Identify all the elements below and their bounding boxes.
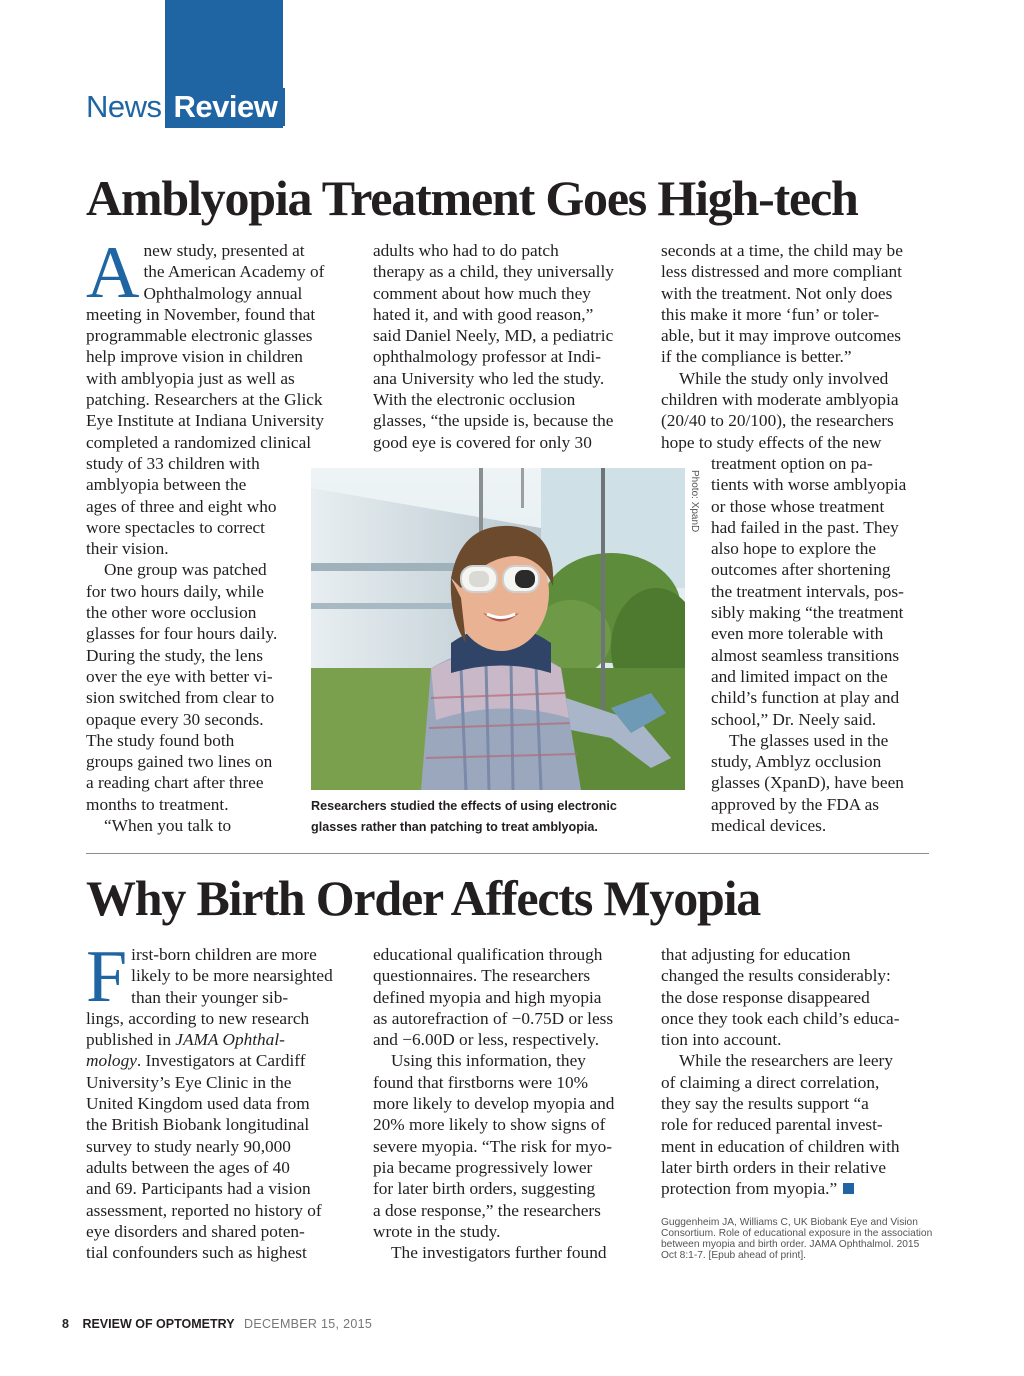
text-line: tial confounders such as highest <box>86 1243 307 1263</box>
text-line: help improve vision in children <box>86 347 303 367</box>
issue-date: DECEMBER 15, 2015 <box>244 1317 373 1331</box>
text-line: While the researchers are leery <box>679 1051 893 1071</box>
article2-column-1 <box>86 936 351 1263</box>
text-line: and 69. Participants had a vision <box>86 1179 311 1199</box>
text-line: of claiming a direct correlation, <box>661 1072 880 1092</box>
text-line: for later birth orders, suggesting <box>373 1179 596 1199</box>
text-line: the American Academy of <box>143 262 325 282</box>
article1-col2-paragraph <box>373 240 643 453</box>
reference-line: Guggenheim JA, Williams C, UK Biobank Eye and Vision <box>661 1217 918 1228</box>
end-of-article-icon <box>843 1183 854 1194</box>
text-line: programmable electronic glasses <box>86 326 313 346</box>
article1-column-3-narrow <box>711 453 931 836</box>
article-divider <box>86 853 929 854</box>
text-line: The study found both <box>86 730 235 750</box>
text-line: a reading chart after three <box>86 773 264 793</box>
text-line: meeting in November, found that <box>86 304 316 324</box>
kicker-news: News <box>86 89 162 124</box>
article2-headline: Why Birth Order Affects Myopia <box>86 870 761 926</box>
text-line: defined myopia and high myopia <box>373 987 602 1007</box>
text-line: their vision. <box>86 539 169 559</box>
text-line: ment in education of children with <box>661 1136 900 1156</box>
text-line: hated it, and with good reason,” <box>373 304 594 324</box>
text-line: the dose response disappeared <box>661 987 870 1007</box>
article1-col3-paragraph-3 <box>711 730 931 836</box>
article1-col3-paragraph-2-cont <box>711 453 931 730</box>
photo-credit <box>686 470 700 533</box>
text-line: almost seamless transitions <box>711 645 900 665</box>
reference-line: Consortium. Role of educational exposure in the association <box>661 1228 933 1239</box>
text-line: the British Biobank longitudinal <box>86 1115 310 1135</box>
text-fragment: protection from myopia.” <box>661 1179 838 1199</box>
text-line: had failed in the past. They <box>711 517 899 537</box>
text-line <box>661 1178 931 1199</box>
text-line: tients with worse amblyopia <box>711 475 907 495</box>
article2-col3-paragraph-1 <box>661 944 931 1050</box>
text-line: comment about how much they <box>373 283 591 303</box>
text-line: During the study, the lens <box>86 645 263 665</box>
text-line: as autorefraction of −0.75D or less <box>373 1008 614 1028</box>
text-line: “When you talk to <box>104 816 232 836</box>
section-kicker <box>86 88 285 126</box>
text-line: seconds at a time, the child may be <box>661 241 903 260</box>
text-line: ophthalmology professor at Indi- <box>373 347 601 367</box>
text-line: months to treatment. <box>86 794 229 814</box>
text-line: 20% more likely to show signs of <box>373 1115 606 1135</box>
caption-line: Researchers studied the effects of using electronic <box>311 799 617 813</box>
text-line: with amblyopia just as well as <box>86 368 295 388</box>
article2-column-2 <box>373 944 648 1263</box>
text-line: Using this information, they <box>391 1051 586 1071</box>
photo-caption <box>311 796 701 838</box>
text-line: children with moderate amblyopia <box>661 390 899 410</box>
article2-col2-paragraph-2 <box>373 1050 648 1242</box>
text-line: less distressed and more compliant <box>661 262 902 282</box>
text-line <box>86 1029 351 1050</box>
text-line: changed the results considerably: <box>661 966 891 986</box>
reference-citation <box>661 1217 931 1261</box>
text-line: treatment option on pa- <box>711 454 873 473</box>
text-line: (20/40 to 20/100), the researchers <box>661 411 894 431</box>
text-line: with the treatment. Not only does <box>661 283 893 303</box>
text-line: school,” Dr. Neely said. <box>711 709 877 729</box>
dropcap: A <box>86 232 140 314</box>
text-line: therapy as a child, they universally <box>373 262 614 282</box>
text-line: wrote in the study. <box>373 1221 501 1241</box>
text-line: glasses, “the upside is, because the <box>373 411 614 431</box>
article1-col3-paragraph-2 <box>661 368 931 453</box>
text-line: tion into account. <box>661 1030 782 1050</box>
text-line: survey to study nearly 90,000 <box>86 1136 291 1156</box>
article2-column-3 <box>661 944 931 1200</box>
text-line: able, but it may improve outcomes <box>661 326 901 346</box>
caption-line: glasses rather than patching to treat amblyopia. <box>311 820 598 834</box>
text-line: once they took each child’s educa- <box>661 1008 900 1028</box>
dropcap: F <box>86 936 128 1018</box>
text-line: severe myopia. “The risk for myo- <box>373 1136 612 1156</box>
text-line: said Daniel Neely, MD, a pediatric <box>373 326 614 346</box>
text-line: One group was patched <box>104 560 267 580</box>
text-line: sion switched from clear to <box>86 688 275 708</box>
text-line: irst-born children are more <box>131 945 317 964</box>
text-line: pia became progressively lower <box>373 1157 593 1177</box>
text-line: wore spectacles to correct <box>86 517 265 537</box>
journal-name: JAMA Ophthal- <box>175 1030 285 1050</box>
text-line: The glasses used in the <box>729 730 889 750</box>
text-line: completed a randomized clinical <box>86 432 312 452</box>
text-line: sibly making “the treatment <box>711 603 904 623</box>
text-line: adults between the ages of 40 <box>86 1157 290 1177</box>
article1-column-3-top <box>661 240 931 453</box>
text-fragment: . Investigators at Cardiff <box>136 1051 306 1071</box>
article2-col2-paragraph-3 <box>373 1242 648 1263</box>
text-line: eye disorders and shared poten- <box>86 1221 305 1241</box>
text-line: or those whose treatment <box>711 496 885 516</box>
magazine-name: REVIEW OF OPTOMETRY <box>82 1317 235 1331</box>
text-line: While the study only involved <box>679 368 889 388</box>
text-line: and −6.00D or less, respectively. <box>373 1030 600 1050</box>
text-line: this make it more ‘fun’ or toler- <box>661 304 880 324</box>
text-line: more likely to develop myopia and <box>373 1094 615 1114</box>
kicker-review: Review <box>168 88 286 126</box>
article2-paragraph-1 <box>86 936 351 1263</box>
text-line: than their younger sib- <box>131 987 289 1007</box>
page-number: 8 <box>62 1317 69 1331</box>
article2-col2-paragraph-1 <box>373 944 648 1050</box>
text-line: lings, according to new research <box>86 1008 310 1028</box>
text-line: outcomes after shortening <box>711 560 891 580</box>
text-line: University’s Eye Clinic in the <box>86 1072 292 1092</box>
text-line: glasses for four hours daily. <box>86 624 278 644</box>
article1-col3-paragraph-1 <box>661 240 931 368</box>
text-line: United Kingdom used data from <box>86 1094 310 1114</box>
text-line: new study, presented at <box>143 241 305 260</box>
journal-name: mology <box>86 1051 137 1071</box>
text-line: role for reduced parental invest- <box>661 1115 883 1135</box>
text-fragment: published in <box>86 1030 176 1050</box>
photo-credit-text: Photo: XpanD <box>689 470 700 533</box>
text-line: they say the results support “a <box>661 1094 869 1114</box>
reference-line: between myopia and birth order. JAMA Ophthalmol. 2015 <box>661 1239 920 1250</box>
text-line: educational qualification through <box>373 945 603 964</box>
text-line: patching. Researchers at the Glick <box>86 390 323 410</box>
text-line: if the compliance is better.” <box>661 347 852 367</box>
text-line: study, Amblyz occlusion <box>711 752 882 772</box>
text-line: also hope to explore the <box>711 539 877 559</box>
text-line: likely to be more nearsighted <box>131 966 333 986</box>
text-line: that adjusting for education <box>661 945 851 964</box>
text-line: assessment, reported no history of <box>86 1200 322 1220</box>
text-line: approved by the FDA as <box>711 794 879 814</box>
text-line: over the eye with better vi- <box>86 666 273 686</box>
text-line: groups gained two lines on <box>86 752 273 772</box>
text-line: the other wore occlusion <box>86 603 257 623</box>
text-line <box>86 1050 351 1071</box>
text-line: Eye Institute at Indiana University <box>86 411 325 431</box>
reference-line: Oct 8:1-7. [Epub ahead of print]. <box>661 1250 806 1261</box>
text-line: and limited impact on the <box>711 666 888 686</box>
text-line: With the electronic occlusion <box>373 390 576 410</box>
article1-column-2 <box>373 240 643 453</box>
text-line: Ophthalmology annual <box>143 283 303 303</box>
text-line: the treatment intervals, pos- <box>711 581 904 601</box>
text-line: child’s function at play and <box>711 688 900 708</box>
page-footer <box>62 1317 372 1331</box>
text-line: a dose response,” the researchers <box>373 1200 601 1220</box>
text-line: adults who had to do patch <box>373 241 559 260</box>
photo-child-with-occlusion-glasses <box>311 468 685 790</box>
text-line: ana University who led the study. <box>373 368 605 388</box>
text-line: even more tolerable with <box>711 624 884 644</box>
text-line: questionnaires. The researchers <box>373 966 591 986</box>
article2-col3-paragraph-2 <box>661 1050 931 1199</box>
text-line: The investigators further found <box>391 1243 607 1263</box>
article-photo <box>311 468 685 790</box>
text-line: hope to study effects of the new <box>661 432 882 452</box>
text-line: medical devices. <box>711 816 827 836</box>
text-line: later birth orders in their relative <box>661 1157 887 1177</box>
text-line: good eye is covered for only 30 <box>373 432 592 452</box>
text-line: found that firstborns were 10% <box>373 1072 589 1092</box>
text-line: study of 33 children with <box>86 453 260 473</box>
text-line: for two hours daily, while <box>86 581 264 601</box>
text-line: glasses (XpanD), have been <box>711 773 904 793</box>
text-line: opaque every 30 seconds. <box>86 709 264 729</box>
article1-headline: Amblyopia Treatment Goes High-tech <box>86 170 858 226</box>
text-line: ages of three and eight who <box>86 496 277 516</box>
text-line: amblyopia between the <box>86 475 247 495</box>
